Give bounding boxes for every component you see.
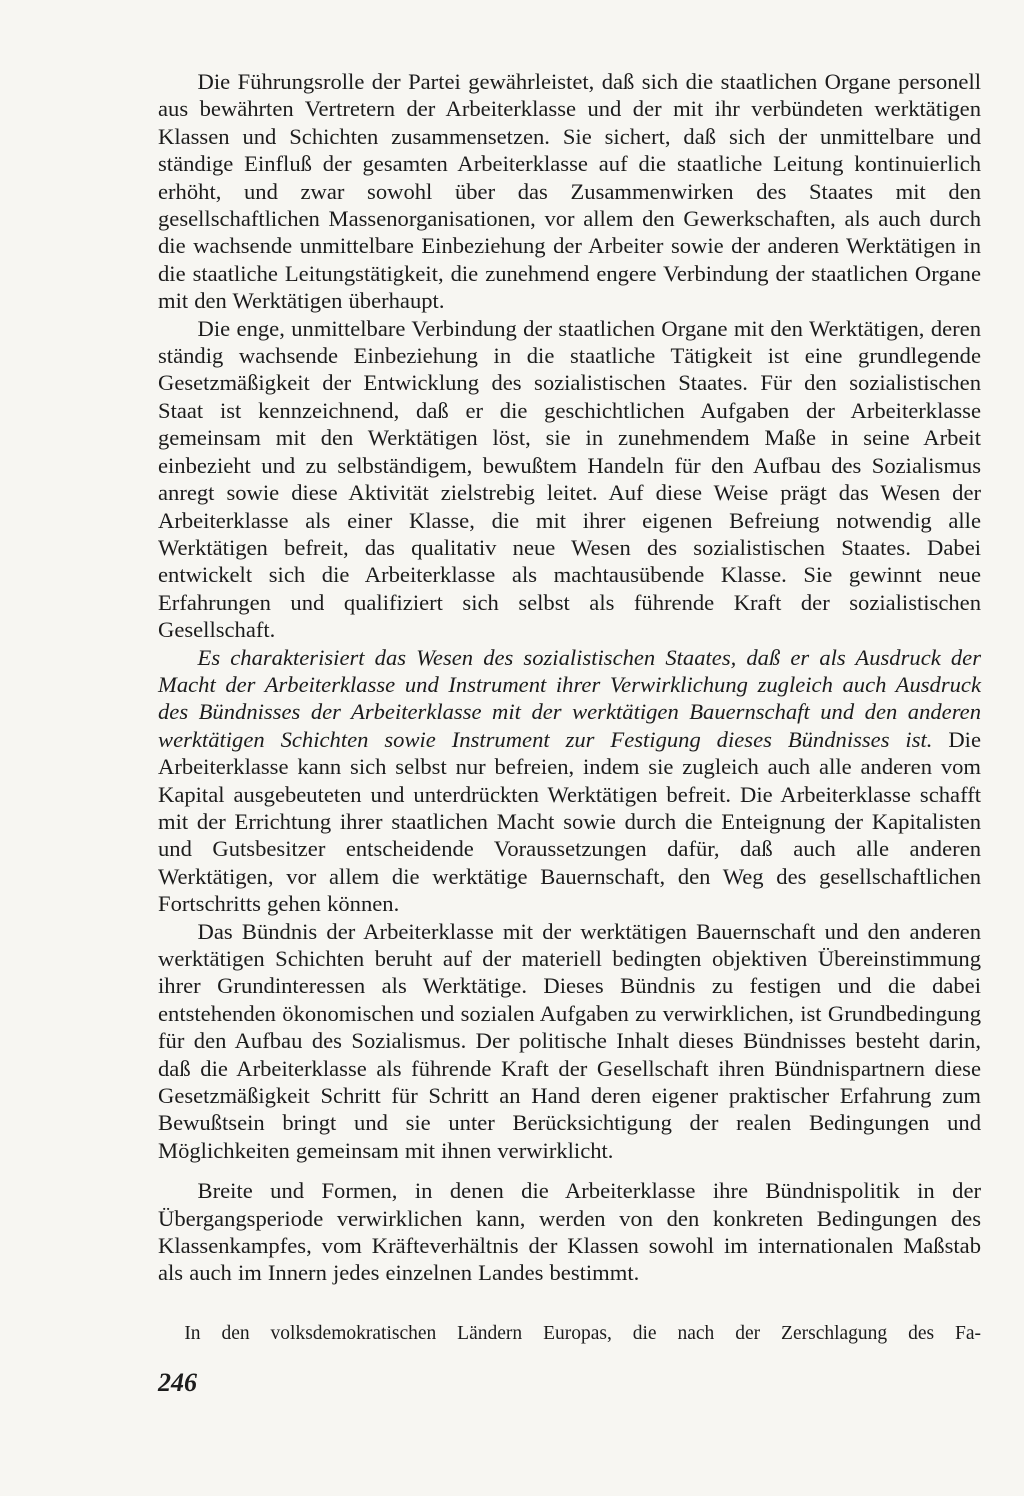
paragraph-volksdemokratische-laender: In den volksdemokratischen Ländern Europas, die nach der Zerschlagung des Fa- bbox=[184, 1323, 981, 1344]
paragraph-buendnis: Das Bündnis der Arbeiterklasse mit der werktätigen Bauernschaft und den anderen werktätigen Schichten beruht auf der materiell bedingten objektiven Übereinstimmung ihrer Grundinteressen als Werktätige. Dieses Bündnis zu festigen und die dabei entstehenden ökonomischen und sozialen Aufgaben zu verwirklichen, ist Grundbedingung für den Aufbau des Sozialismus. Der politische Inhalt dieses Bündnisses besteht darin, daß die Arbeiterklasse als führende Kraft der Gesellschaft ihren Bündnispartnern diese Gesetzmäßigkeit Schritt für Schritt an Hand deren eigener praktischer Erfahrung zum Bewußtsein bringt und sie unter Berücksichtigung der realen Bedingungen und Möglichkeiten gemeinsam mit ihnen verwirklicht. bbox=[158, 918, 981, 1163]
emphasized-text: Es charakterisiert das Wesen des sozialistischen Staates, daß er als Ausdruck der Macht der Arbeiterklasse und Instrument ihrer Verwirklichung zugleich auch Ausdruck des Bündnisses der Arbeiterklasse mit der werktätigen Bauernschaft und den anderen werktätigen Schichten sowie Instrument zur Festigung dieses Bündnisses ist. bbox=[158, 644, 981, 752]
paragraph-fuehrungsrolle: Die Führungsrolle der Partei gewährleistet, daß sich die staatlichen Organe personell aus bewährten Vertretern der Arbeiterklasse und der mit ihr verbündeten werktätigen Klassen und Schichten zusammensetzen. Sie sichert, daß sich der unmittelbare und ständige Einfluß der gesamten Arbeiterklasse auf die staatliche Leitung kontinuierlich erhöht, und zwar sowohl über das Zusammenwirken des Staates mit den gesellschaftlichen Massenorganisationen, vor allem den Gewerkschaften, als auch durch die wachsende unmittelbare Einbeziehung der Arbeiter sowie der anderen Werktätigen in die staatliche Leitungstätigkeit, die zunehmend engere Verbindung der staatlichen Organe mit den Werktätigen überhaupt. bbox=[158, 69, 981, 314]
page-number: 246 bbox=[158, 1368, 197, 1397]
paragraph-breite-und-formen: Breite und Formen, in denen die Arbeiterklasse ihre Bündnispolitik in der Übergangsperiode verwirklichen kann, werden von den konkreten Bedingungen des Klassenkampfes, vom Kräfteverhältnis der Klassen sowohl im internationalen Maßstab als auch im Innern jedes einzelnen Landes bestimmt. bbox=[158, 1178, 981, 1286]
paragraph-continuation: Die Arbeiterklasse kann sich selbst nur befreien, indem sie zugleich auch alle anderen vom Kapital ausgebeuteten und unterdrückten Werktätigen befreit. Die Arbeiterklasse schafft mit der Errichtung ihrer staatlichen Macht sowie durch die Enteignung der Kapitalisten und Gutsbesitzer entscheidende Voraussetzungen dafür, daß auch alle anderen Werktätigen, vor allem die werktätige Bauernschaft, den Weg des gesellschaftlichen Fortschritts gehen können. bbox=[158, 726, 981, 917]
paragraph-enge-verbindung: Die enge, unmittelbare Verbindung der staatlichen Organe mit den Werktätigen, deren ständig wachsende Einbeziehung in die staatliche Tätigkeit ist eine grundlegende Gesetzmäßigkeit der Entwicklung des sozialistischen Staates. Für den sozialistischen Staat ist kennzeichnend, daß er die geschichtlichen Aufgaben der Arbeiterklasse gemeinsam mit den Werktätigen löst, sie in zunehmendem Maße in seine Arbeit einbezieht und zu selbständigem, bewußtem Handeln für den Aufbau des Sozialismus anregt sowie diese Aktivität zielstrebig leitet. Auf diese Weise prägt das Wesen der Arbeiterklasse als einer Klasse, die mit ihrer eigenen Befreiung notwendig alle Werktätigen befreit, das qualitativ neue Wesen des sozialistischen Staates. Dabei entwickelt sich die Arbeiterklasse als machtausübende Klasse. Sie gewinnt neue Erfahrungen und qualifiziert sich selbst als führende Kraft der sozialistischen Gesellschaft. bbox=[158, 315, 981, 643]
page-body bbox=[158, 68, 981, 1344]
paragraph-wesen-des-staates bbox=[158, 644, 981, 918]
